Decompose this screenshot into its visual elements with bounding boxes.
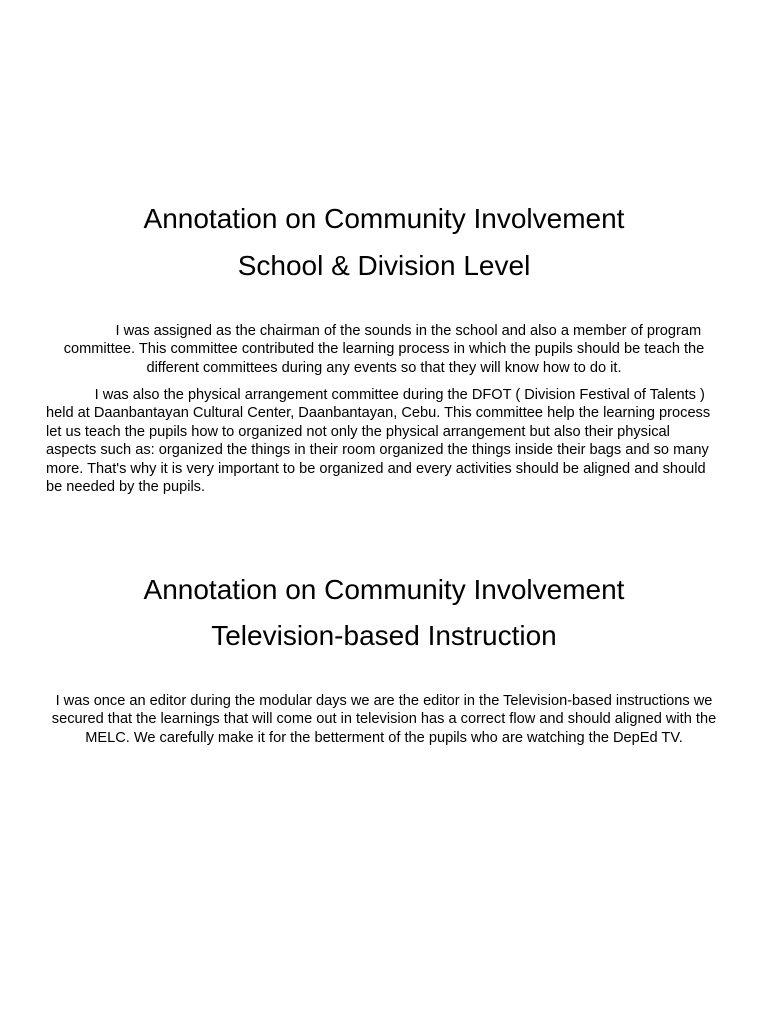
section1-paragraph-2: I was also the physical arrangement committee during the DFOT ( Division Festival of Talents ) held at Daanbantayan Cultural Center, Daanbantayan, Cebu. This committee help the learning process let us teach the pupils how to organized not only the physical arrangement but also their physical aspects such as: organized the things in their room organized the things inside their bags and so many more. That's why it is very important to be organized and every activities should be aligned and should be needed by the pupils.	[46, 387, 711, 496]
section2-subtitle: Television-based Instruction	[211, 620, 557, 651]
section2-paragraph-1: I was once an editor during the modular days we are the editor in the Television-based instructions we secured that the learnings that will come out in television has a correct flow and should aligned with the MELC. We carefully make it for the betterment of the pupils who are watching the DepEd TV.	[51, 693, 717, 746]
section1-paragraph-1: I was assigned as the chairman of the sounds in the school and also a member of program committee. This committee contributed the learning process in which the pupils should be teach the different committees during any events so that they will know how to do it.	[63, 323, 705, 376]
section2-title: Annotation on Community Involvement	[143, 574, 625, 605]
section1-subtitle: School & Division Level	[237, 250, 531, 281]
section1-title: Annotation on Community Involvement	[143, 203, 625, 234]
